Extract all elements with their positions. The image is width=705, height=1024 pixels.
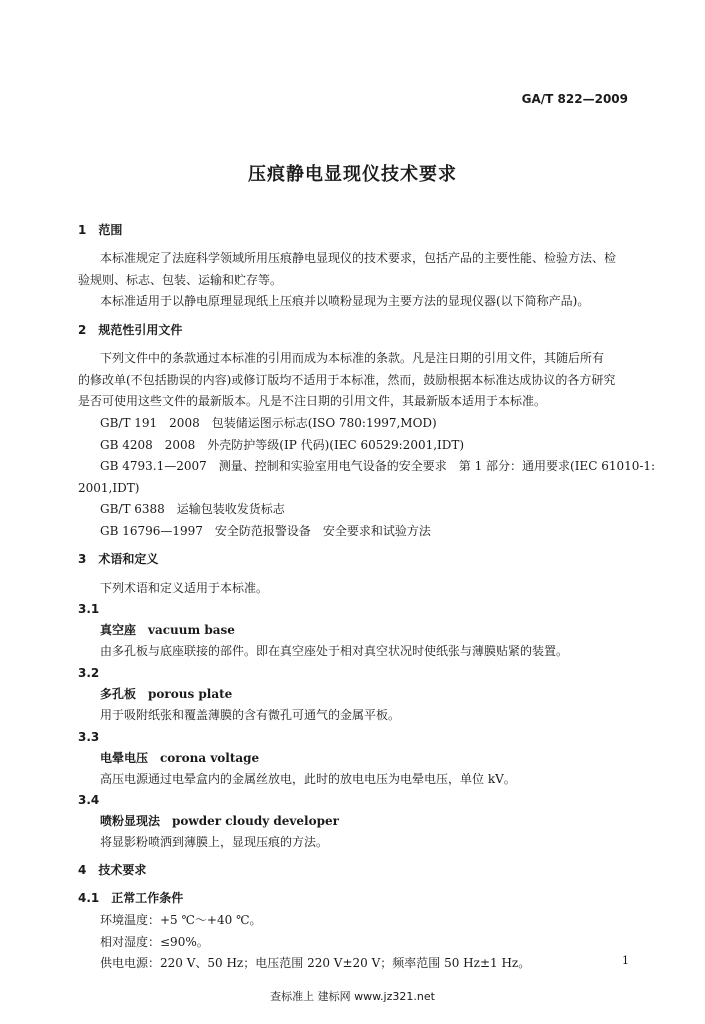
page-footer: 查标准上 建标网 www.jz321.net bbox=[270, 990, 435, 1003]
reference-item: GB 16796—1997 安全防范报警设备 安全要求和试验方法 bbox=[100, 524, 431, 538]
condition-item: 环境温度：+5 ℃～+40 ℃。 bbox=[100, 913, 262, 927]
section-4-heading: 4 技术要求 bbox=[78, 863, 147, 877]
term-name: 电晕电压 corona voltage bbox=[100, 751, 260, 765]
term-name: 多孔板 porous plate bbox=[100, 687, 233, 701]
section-2-paragraph: 是否可使用这些文件的最新版本。凡是不注日期的引用文件，其最新版本适用于本标准。 bbox=[78, 394, 547, 408]
condition-item: 供电电源：220 V、50 Hz；电压范围 220 V±20 V；频率范围 50 Hz±1 Hz。 bbox=[100, 956, 531, 970]
section-2-heading: 2 规范性引用文件 bbox=[78, 323, 183, 337]
term-number: 3.1 bbox=[78, 602, 100, 616]
document-code: GA/T 822—2009 bbox=[521, 92, 628, 106]
section-2-paragraph: 下列文件中的条款通过本标准的引用而成为本标准的条款。凡是注日期的引用文件，其随后所有 bbox=[100, 351, 605, 365]
reference-item: GB 4208 2008 外壳防护等级(IP 代码)(IEC 60529:2001,IDT) bbox=[100, 438, 465, 452]
section-3-heading: 3 术语和定义 bbox=[78, 552, 159, 566]
term-definition: 高压电源通过电晕盒内的金属丝放电，此时的放电电压为电晕电压，单位 kV。 bbox=[100, 772, 516, 786]
section-1-paragraph: 验规则、标志、包装、运输和贮存等。 bbox=[78, 273, 283, 287]
term-name: 真空座 vacuum base bbox=[100, 623, 235, 637]
term-number: 3.4 bbox=[78, 793, 100, 807]
term-number: 3.2 bbox=[78, 666, 100, 680]
reference-item: GB 4793.1—2007 测量、控制和实验室用电气设备的安全要求 第 1 部分：通用要求(IEC 61010-1: bbox=[100, 459, 656, 473]
section-1-paragraph: 本标准规定了法庭科学领域所用压痕静电显现仪的技术要求，包括产品的主要性能、检验方法、检 bbox=[100, 251, 617, 265]
page-number: 1 bbox=[622, 954, 629, 967]
reference-item: GB/T 191 2008 包装储运图示标志(ISO 780:1997,MOD) bbox=[100, 416, 437, 430]
term-number: 3.3 bbox=[78, 730, 100, 744]
reference-item: 2001,IDT) bbox=[78, 481, 140, 495]
section-2-paragraph: 的修改单(不包括勘误的内容)或修订版均不适用于本标准，然而，鼓励根据本标准达成协议的各方研究 bbox=[78, 373, 616, 387]
term-definition: 用于吸附纸张和覆盖薄膜的含有微孔可通气的金属平板。 bbox=[100, 708, 401, 722]
term-definition: 将显影粉喷洒到薄膜上，显现压痕的方法。 bbox=[100, 835, 329, 849]
section-3-intro: 下列术语和定义适用于本标准。 bbox=[100, 581, 269, 595]
section-1-heading: 1 范围 bbox=[78, 223, 123, 237]
subsection-heading: 4.1 正常工作条件 bbox=[78, 891, 184, 905]
term-name: 喷粉显现法 powder cloudy developer bbox=[100, 814, 339, 828]
document-title: 压痕静电显现仪技术要求 bbox=[248, 164, 457, 185]
section-1-paragraph: 本标准适用于以静电原理显现纸上压痕并以喷粉显现为主要方法的显现仪器(以下简称产品)。 bbox=[100, 294, 590, 308]
term-definition: 由多孔板与底座联接的部件。即在真空座处于相对真空状况时使纸张与薄膜贴紧的装置。 bbox=[100, 644, 569, 658]
condition-item: 相对湿度：≤90%。 bbox=[100, 935, 209, 949]
reference-item: GB/T 6388 运输包装收发货标志 bbox=[100, 502, 285, 516]
